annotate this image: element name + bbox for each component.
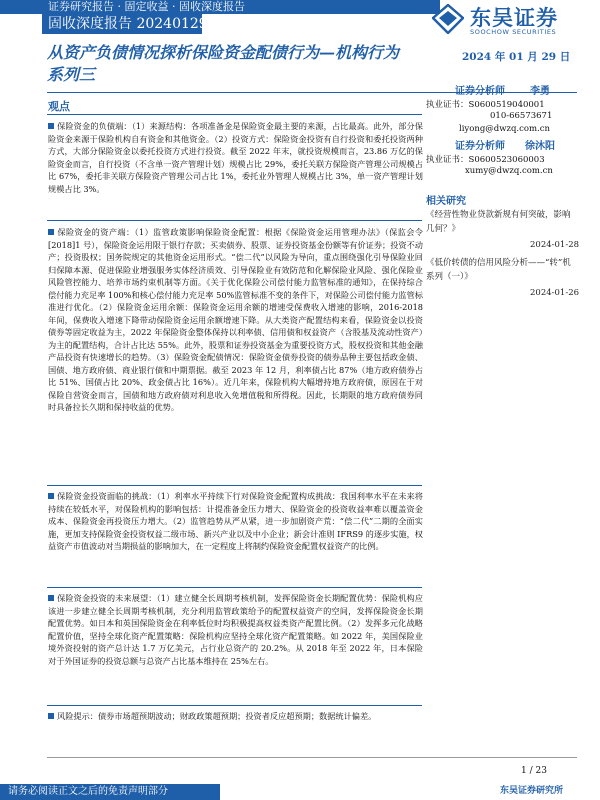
section-divider (47, 485, 422, 486)
analyst-2-name: 徐沐阳 (525, 141, 555, 152)
section-divider (47, 114, 422, 115)
paragraph-text: 保险资金投资的未来展望：（1）建立健全长周期考核机制，发挥保险资金长期配置优势：保险机构应该进一步建立健全长周期考核机制，充分利用监管政策给予的配置权益资产的空间，发挥保险资金长期配置优势。如日本和英国保险资金在利率低位时均积极提高权益类资产配置比例。（2）发挥多元化战略配置价值，坚持全球化资产配置策略：保险机构应坚持全球化资产配置策略。如 2022 年，美国保险业境外资投射的资产总计达 1.7 万亿美元，占行业总资产的 20.2%。从 2018 年至 2022 年，日本保险对于外国证券的投资总额与总资产占比基本维持在 25%左右。 (48, 593, 423, 666)
footer-firm-name: 东吴证券研究所 (500, 786, 564, 796)
related-research-heading: 相关研究 (426, 196, 466, 207)
related-item-date: 2024-01-28 (530, 240, 580, 250)
report-title: 从资产负债情况探析保险资金配债行为—机构行为系列三 (47, 43, 400, 84)
challenges-paragraph (48, 490, 423, 553)
asset-side-paragraph (48, 226, 423, 414)
related-item-date: 2024-01-26 (530, 288, 580, 298)
paragraph-text: 保险资金的负债端：（1）来源结构：各项准备金是保险资金最主要的来源，占比最高。此外，部分保险资金来源于保险机构自有资金和其他资金。（2）投资方式：保险资金投资有自行投资和委托投资两种方式，大部分保险资金以委托投资方式进行投资。截至 2022 年末，就投资规模而言，23.86 万亿的保险资金而言，自行投资（不含单一资产管理计划）规模占比 29%，委托关联方保险资产管理公司规模占比 67%，委托非关联方保险资产管理公司占比 1%，委托业外管理人规模占比 3%，单一资产管理计划规模占比 3%。 (48, 121, 423, 194)
page-number: 1 / 23 (521, 766, 547, 776)
bullet-square-icon (48, 595, 54, 601)
analyst-2-email[interactable]: xumy@dwzq.com.cn (465, 166, 553, 176)
report-category-band: 证券研究报告 · 固定收益 · 固收深度报告 (0, 0, 440, 14)
analyst-1-name: 李勇 (530, 86, 550, 97)
logo-chinese-text: 东吴证券 (470, 6, 558, 30)
analyst-2-cert: 执业证书：S0600523060003 (426, 155, 545, 165)
logo-mark-icon (432, 4, 464, 34)
viewpoint-heading: 观点 (48, 100, 70, 113)
section-divider (47, 220, 422, 221)
liability-side-paragraph (48, 120, 423, 195)
analyst-2-role: 证券分析师 (455, 141, 505, 152)
related-item-title[interactable]: 《经营性物业贷款新规有何突破，影响几何？》 (426, 210, 571, 234)
bullet-square-icon (48, 713, 54, 719)
analyst-1-email[interactable]: liyong@dwzq.com.cn (459, 124, 550, 134)
paragraph-text: 风险提示：债券市场超预期波动；财政政策超预期；投资者反应超预期；数据统计偏差。 (57, 711, 377, 721)
company-logo (432, 2, 582, 38)
bullet-square-icon (48, 493, 54, 499)
bullet-square-icon (48, 123, 54, 129)
logo-english-text: SOOCHOW SECURITIES (470, 28, 557, 36)
paragraph-text: 保险资金投资面临的挑战：（1）利率水平持续下行对保险资金配置构成挑战：我国利率水平在未来将持续在较低水平，对保险机构的影响包括：计提准备金压力增大、保险资金的投资收益率难以覆盖资金成本、保险资金再投资压力增大。（2）监管趋势从严从紧，进一步加剧资产荒：“偿二代”二期的全面实施，更加支持保险资金投资权益二级市场、新兴产业以及中小企业；新会计准则 IFRS9 的逐步实施，权益资产市值波动对当期损益的影响加大，在一定程度上将制约保险资金配置权益资产的比例。 (48, 491, 423, 551)
report-date: 2024 年 01 月 29 日 (462, 51, 571, 63)
footer-divider (47, 757, 577, 758)
disclaimer-band: 请务必阅读正文之后的免责声明部分 (0, 784, 220, 800)
bullet-square-icon (48, 229, 54, 235)
risk-warning-paragraph (48, 710, 423, 723)
related-item-title[interactable]: 《低价转债的信用风险分析——“转”机系列（一）》 (426, 258, 571, 282)
section-divider (47, 705, 422, 706)
analyst-1-cert: 执业证书：S0600519040001 (426, 100, 545, 110)
analyst-1-role: 证券分析师 (455, 86, 505, 97)
paragraph-text: 保险资金的资产端：（1）监管政策影响保险资金配置：根据《保险资金运用管理办法》（保监会令[2018]1 号），保险资金运用限于银行存款；买卖债券、股票、证券投资基金份额等有价证券；投资不动产；投资股权；国务院规定的其他资金运用形式。“偿二代”以风险为导向，重点围绕强化引导保险业回归保障本源、促进保险业增强服务实体经济质效、引导保险业有效防范和化解保险业风险、强化保险业风险管控能力、培养市场约束机制等方面。《关于优化保险公司偿付能力监管标准的通知》，在保持综合偿付能力充足率 100%和核心偿付能力充足率 50%监管标准不变的条件下，对保险公司偿付能力监管标准进行优化。（2）保险资金运用余额：保险资金运用余额的增速受保费收入增速的影响，2016-2018 年间，保费收入增速下降带动保险资金运用余额增速下降。从大类资产配置结构来看，保险资金以投资债券等固定收益为主，2022 年保险资金整体保持以利率债、信用债和权益资产（含股基及流动性资产）为主的配置结构，合计占比达 55%。此外，股票和证券投资基金为重要投资方式，股权投资和其他金融产品投资有快速增长的趋势。（3）保险资金配债情况：保险资金债券投资的债券品种主要包括政金债、国债、地方政府债、商业银行债和中期票据。截至 2023 年 12 月，利率债占比 87%（地方政府债券占比 51%、国债占比 20%、政金债占比 16%）。近几年来，保险机构大幅增持地方政府债，原因在于对保险自营资金而言，国债和地方政府债对利息收入免增值税和所得税。因此，长期限的地方政府债券同时具备拉长久期和保持收益的优势。 (48, 227, 423, 412)
analyst-1-phone: 010-66573671 (490, 111, 553, 121)
report-type-label: 固收深度报告 20240129 (42, 14, 202, 34)
outlook-paragraph (48, 592, 423, 667)
section-divider (47, 587, 422, 588)
